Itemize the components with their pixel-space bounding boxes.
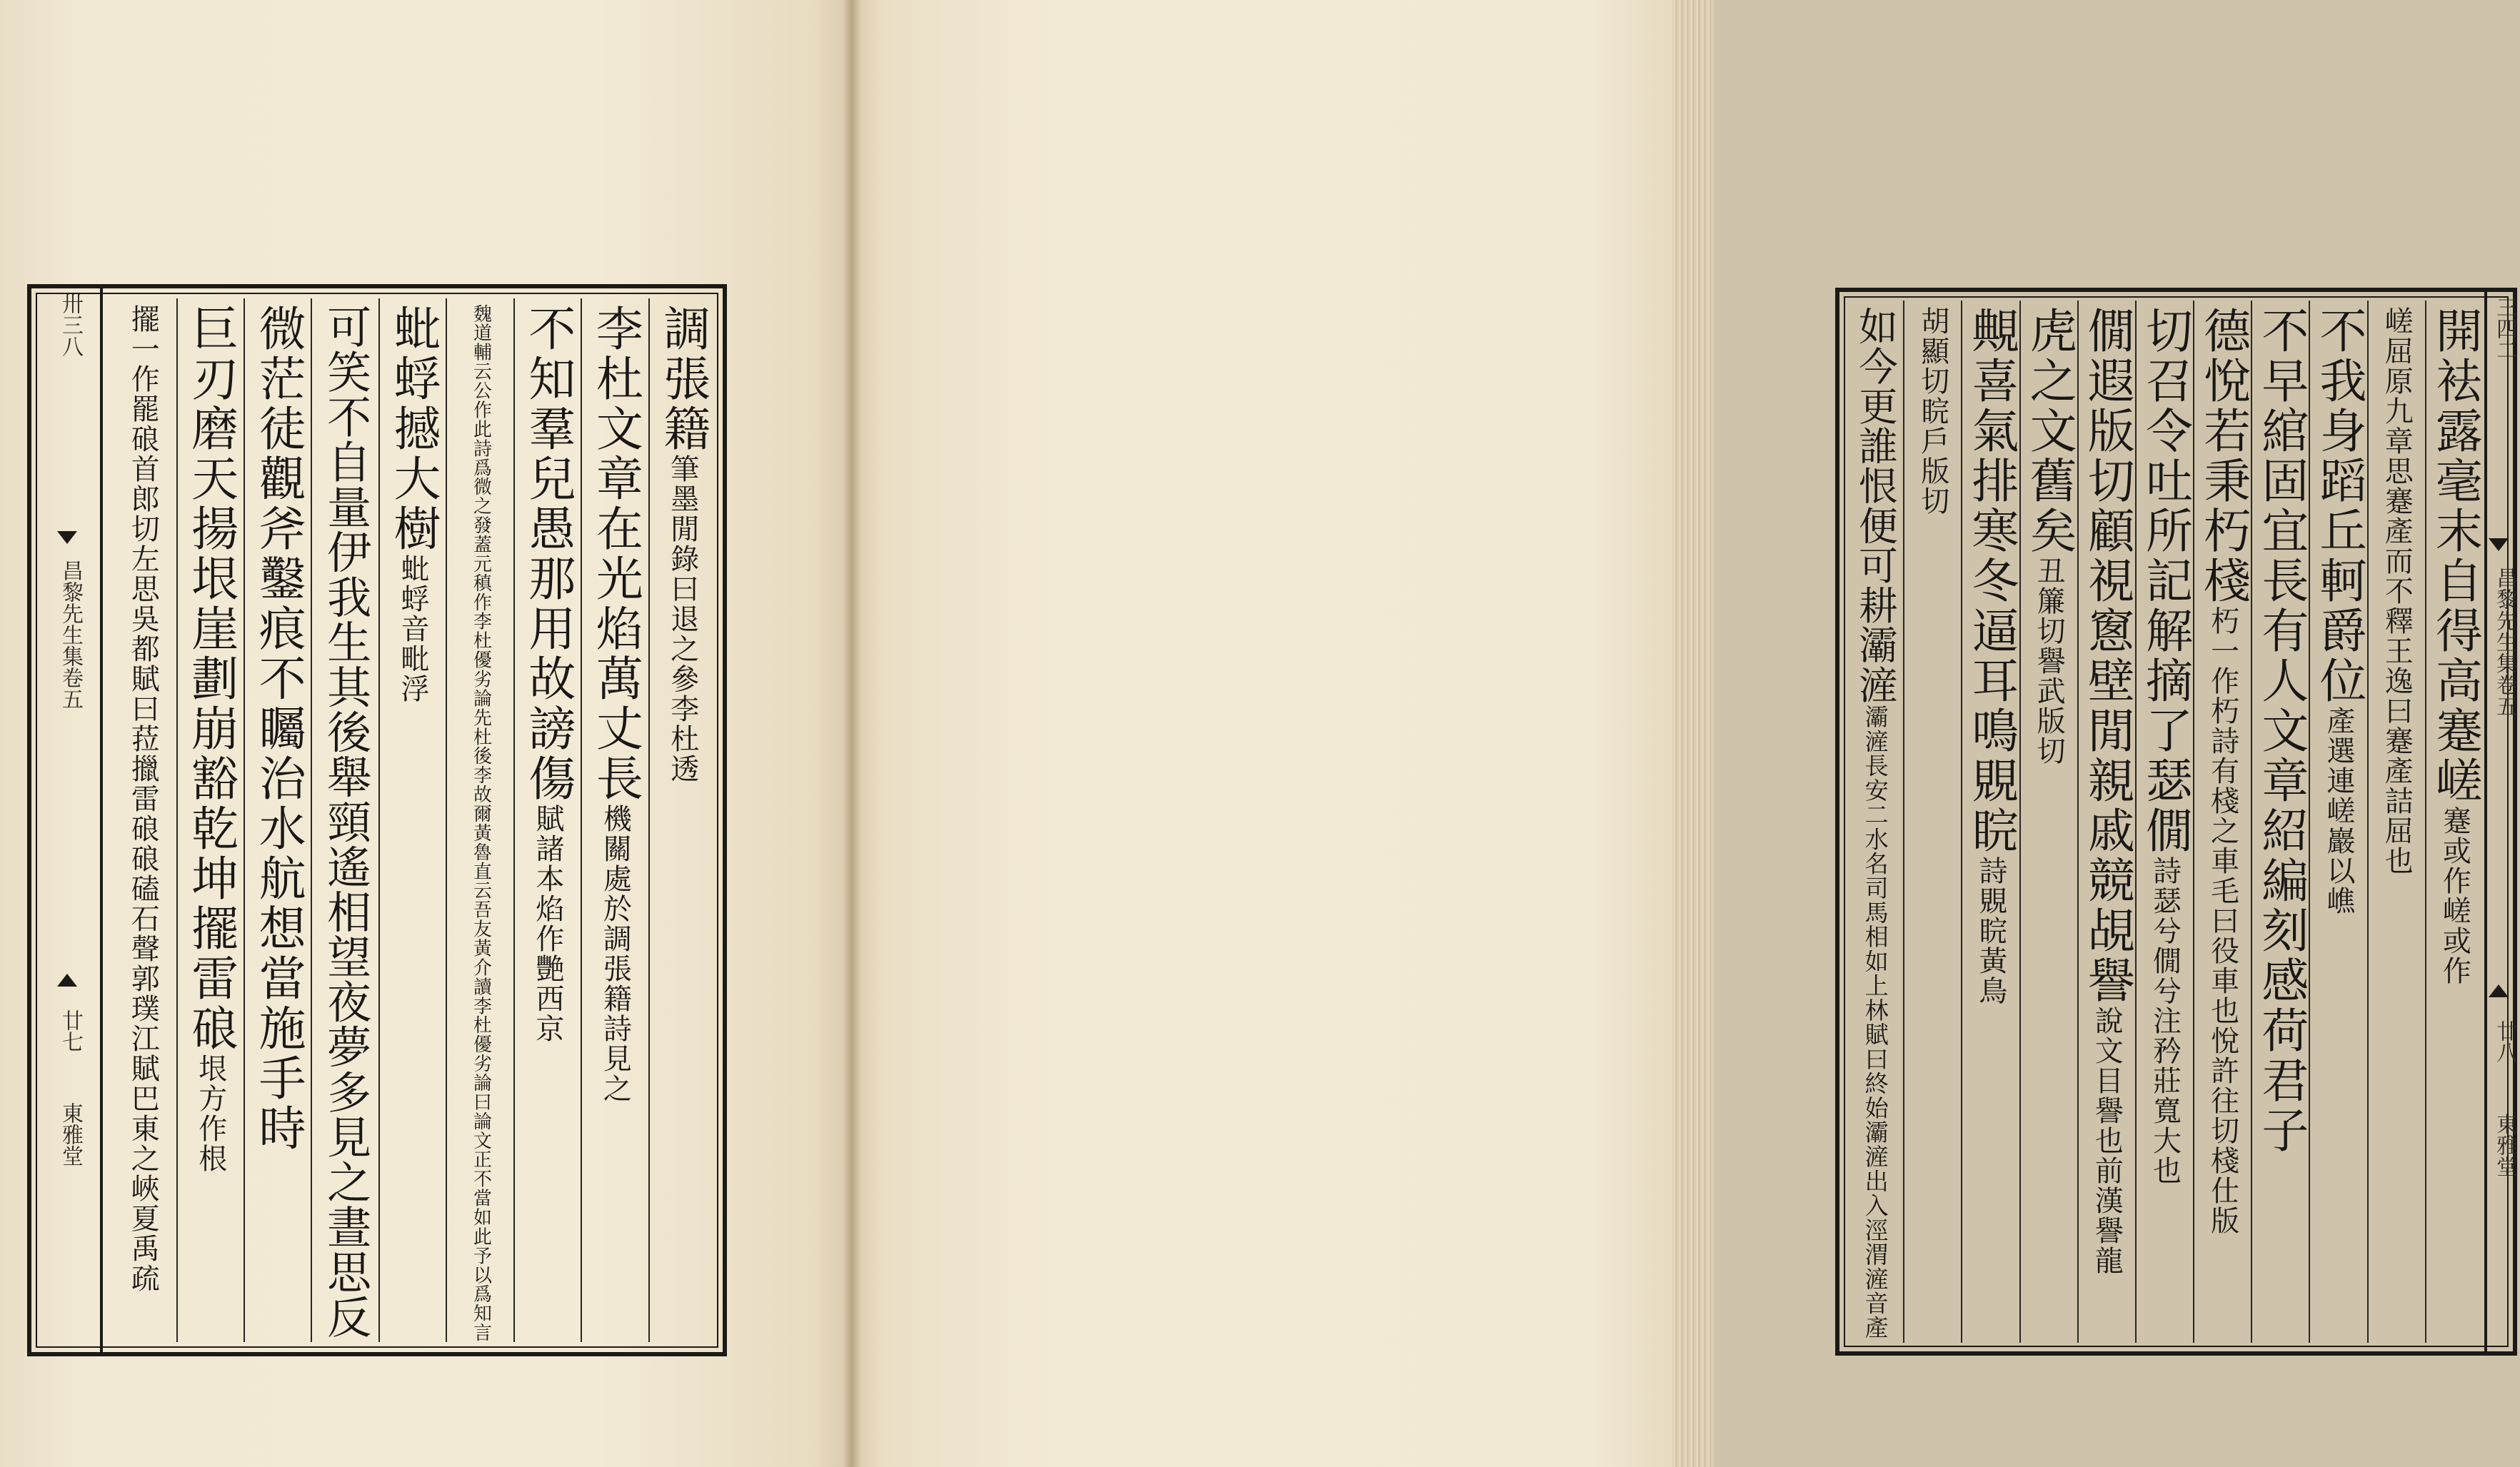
column-commentary-text: 機關處於調張籍詩見之 <box>598 804 632 1104</box>
text-column <box>2135 301 2193 1343</box>
left-page <box>0 0 851 1467</box>
text-column <box>2367 301 2425 1343</box>
column-commentary-text: 詩覞睆黃鳥 <box>1974 856 2007 1006</box>
left-publisher: 東雅堂 <box>58 1102 83 1166</box>
fish-tail-mark <box>2489 984 2509 997</box>
column-commentary-text: 朽一作朽詩有棧之車毛曰役車也悅許往切棧仕版 <box>2206 606 2239 1236</box>
column-main-text: 微茫徒觀斧鑿痕不矚治水航想當施手時 <box>251 304 306 1154</box>
left-text-columns <box>110 298 716 1342</box>
right-page-number: 廿八 <box>2492 1020 2517 1063</box>
book-gutter <box>843 0 861 1467</box>
right-top-number: 三四二 <box>2492 296 2517 361</box>
column-main-text: 德悅若秉朽棧 <box>2195 306 2251 606</box>
right-text-columns <box>1847 301 2483 1343</box>
column-commentary-text: 筆墨閒錄曰退之參李杜透 <box>666 454 699 784</box>
column-commentary-text: 嵯屈原九章思蹇產而不釋王逸曰蹇產詰屈也 <box>2380 306 2414 876</box>
column-main-text: 調張籍 <box>655 304 711 454</box>
column-main-text: 切召令吐所記解摘了瑟僩 <box>2137 306 2193 856</box>
text-column <box>378 298 446 1342</box>
column-main-text: 不我身蹈丘軻爵位 <box>2311 306 2367 706</box>
column-commentary-text: 產選連嵯巖以嶕 <box>2322 706 2356 916</box>
column-main-text: 不知羣兒愚那用故謗傷 <box>520 304 576 804</box>
column-commentary-text: 灞滻長安二水名司馬相如上林賦曰終始灞滻出入涇渭滻音產 <box>1861 705 1889 1340</box>
column-main-text: 僩遐版切顧視窻壁閒親戚競覘譽 <box>2079 306 2135 1006</box>
column-commentary-text: 丑簾切譽武版切 <box>2032 556 2066 766</box>
text-column <box>244 298 311 1342</box>
column-commentary-text: 蹇或作嵯或作 <box>2438 806 2471 986</box>
column-commentary-text: 蚍蜉音毗浮 <box>396 554 430 704</box>
text-column <box>2425 301 2483 1343</box>
right-book-title: 昌黎先生集卷五 <box>2492 567 2517 717</box>
left-text-frame <box>27 284 727 1356</box>
column-main-text: 可笑不自量伊我生其後舉頸遙相望夜夢多見之晝思反 <box>319 304 372 1339</box>
text-column <box>2251 301 2309 1343</box>
text-column <box>648 298 716 1342</box>
text-column <box>176 298 244 1342</box>
fish-tail-mark <box>57 974 77 987</box>
text-column <box>1961 301 2019 1343</box>
column-main-text: 虎之文舊矣 <box>2022 306 2077 556</box>
column-main-text: 巨刃磨天揚垠崖劃崩豁乾坤擺雷硠 <box>183 304 239 1054</box>
text-column <box>2309 301 2366 1343</box>
text-column <box>581 298 648 1342</box>
page-edge-stack <box>1672 0 1714 1467</box>
left-book-title: 昌黎先生集卷五 <box>58 560 83 710</box>
left-top-number: 卅三八 <box>58 293 83 357</box>
column-main-text: 開袪露毫末自得高蹇嵯 <box>2427 306 2483 806</box>
fish-tail-mark <box>2489 538 2509 551</box>
left-page-number: 廿七 <box>58 1009 83 1052</box>
text-column <box>1847 301 1903 1343</box>
column-main-text: 如今更誰恨便可耕灞滻 <box>1852 306 1898 705</box>
column-main-text: 不早綰固宜長有人文章紹編刻感荷君子 <box>2253 306 2309 1156</box>
column-main-text: 李杜文章在光焰萬丈長 <box>588 304 643 804</box>
text-column <box>513 298 581 1342</box>
column-commentary-text: 說文目譽也前漢譽龍 <box>2090 1006 2124 1276</box>
text-column <box>311 298 378 1342</box>
text-column <box>2077 301 2135 1343</box>
column-commentary-text: 擺一作罷硠首郎切左思吳都賦曰菈擸雷硠硠磕石聲郭璞江賦巴東之峽夏禹疏 <box>126 304 160 1294</box>
column-commentary-text: 胡顯切睆戶版切 <box>1916 306 1949 516</box>
right-page <box>851 0 2517 1467</box>
right-publisher: 東雅堂 <box>2492 1113 2517 1177</box>
text-column <box>2193 301 2251 1343</box>
text-column <box>110 298 176 1342</box>
fish-tail-mark <box>57 531 77 544</box>
left-page-margin <box>31 288 103 1352</box>
column-main-text: 蚍蜉撼大樹 <box>386 304 441 554</box>
right-page-margin <box>2484 292 2517 1351</box>
text-column <box>1903 301 1961 1343</box>
column-commentary-text: 詩瑟兮僩兮注矜莊寬大也 <box>2148 856 2182 1186</box>
column-commentary-text: 賦諸本焰作艷西京 <box>531 804 564 1044</box>
column-commentary-text: 垠方作根 <box>194 1054 227 1174</box>
column-main-text: 覥喜氣排寒冬逼耳鳴覞睆 <box>1963 306 2019 856</box>
column-commentary-text: 魏道輔云公作此詩爲微之發蓋元稹作李杜優劣論先杜後李故爾黃魯直云吾友黃介讀李杜優劣論曰論文正不當如此予以爲知言 <box>470 304 492 1343</box>
text-column <box>2019 301 2077 1343</box>
right-text-frame <box>1835 288 2517 1356</box>
text-column <box>446 298 513 1342</box>
